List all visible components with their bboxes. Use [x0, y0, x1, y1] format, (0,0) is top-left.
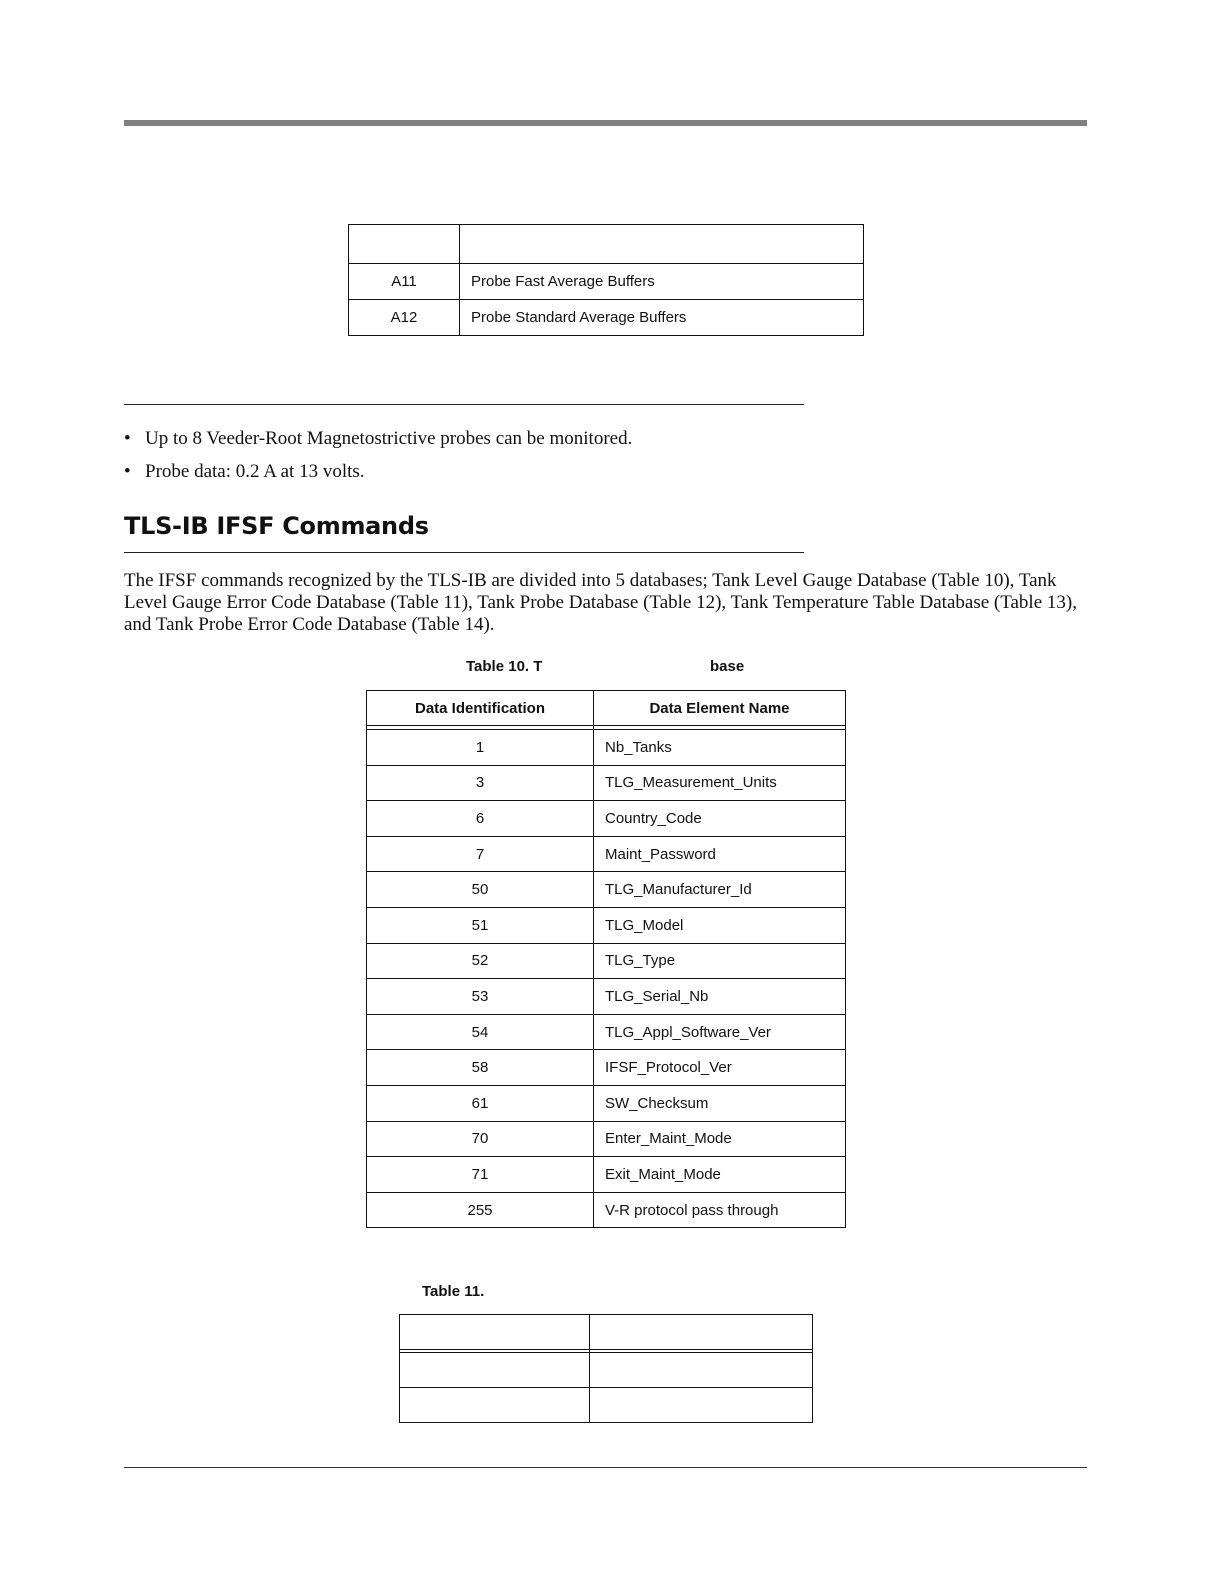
data-id-cell: 6 [367, 801, 594, 837]
data-id-cell: 61 [367, 1085, 594, 1121]
table-row [367, 1157, 846, 1193]
data-element-name-cell: TLG_Serial_Nb [594, 979, 846, 1015]
data-id-cell: 58 [367, 1050, 594, 1086]
table-row [367, 1014, 846, 1050]
data-element-name-cell: TLG_Type [594, 943, 846, 979]
table-row [367, 1050, 846, 1086]
table-header-row [349, 225, 864, 264]
data-id-cell: 7 [367, 836, 594, 872]
description-cell: Probe Fast Average Buffers [460, 264, 864, 300]
data-id-cell: 52 [367, 943, 594, 979]
header-cell [590, 1315, 813, 1350]
data-element-name-cell: Exit_Maint_Mode [594, 1157, 846, 1193]
data-element-name-cell: TLG_Appl_Software_Ver [594, 1014, 846, 1050]
table-cell [590, 1353, 813, 1388]
column-header: Data Identification [367, 691, 594, 726]
table-row [367, 730, 846, 766]
data-element-name-cell: Nb_Tanks [594, 730, 846, 766]
table-row [349, 264, 864, 300]
code-cell: A11 [349, 264, 460, 300]
list-item [124, 455, 632, 488]
data-element-name-cell: SW_Checksum [594, 1085, 846, 1121]
probe-buffers-table [348, 224, 864, 336]
error-code-table [399, 1314, 813, 1423]
table-row [367, 907, 846, 943]
table-row [367, 1121, 846, 1157]
data-element-name-cell: TLG_Model [594, 907, 846, 943]
table-row [367, 801, 846, 837]
table-header-row [400, 1315, 813, 1350]
header-rule [124, 120, 1087, 126]
section-rule [124, 404, 804, 405]
data-id-cell: 1 [367, 730, 594, 766]
bullet-text: Probe data: 0.2 A at 13 volts. [145, 461, 365, 482]
column-header: Data Element Name [594, 691, 846, 726]
bullet-text: Up to 8 Veeder-Root Magnetostrictive probes can be monitored. [145, 428, 633, 449]
header-cell [349, 225, 460, 264]
data-element-name-cell: V-R protocol pass through [594, 1192, 846, 1228]
table-caption: Table 10. T [466, 658, 543, 675]
data-element-name-cell: IFSF_Protocol_Ver [594, 1050, 846, 1086]
table-row [367, 943, 846, 979]
bullet-icon: • [124, 461, 131, 482]
table-cell [400, 1388, 590, 1423]
data-id-cell: 255 [367, 1192, 594, 1228]
table-row [367, 979, 846, 1015]
table-row [349, 300, 864, 336]
data-id-cell: 51 [367, 907, 594, 943]
body-paragraph: The IFSF commands recognized by the TLS-IB are divided into 5 databases; Tank Level Gauge Database (Table 10), Tank Level Gauge Error Code Database (Table 11), Tank Probe Database (Table 12), Tank Temperature Table Database (Table 13), and Tank Probe Error Code Database (Table 14). [124, 570, 1077, 635]
heading-rule [124, 552, 804, 553]
data-id-cell: 3 [367, 765, 594, 801]
description-cell: Probe Standard Average Buffers [460, 300, 864, 336]
data-element-name-cell: Country_Code [594, 801, 846, 837]
table-header-row [367, 691, 846, 726]
data-id-cell: 53 [367, 979, 594, 1015]
data-element-name-cell: TLG_Manufacturer_Id [594, 872, 846, 908]
data-element-name-cell: Maint_Password [594, 836, 846, 872]
table-row [367, 836, 846, 872]
table-row [367, 765, 846, 801]
data-element-name-cell: Enter_Maint_Mode [594, 1121, 846, 1157]
bullet-icon: • [124, 428, 131, 449]
data-id-cell: 71 [367, 1157, 594, 1193]
tank-level-gauge-table [366, 690, 846, 1228]
code-cell: A12 [349, 300, 460, 336]
data-id-cell: 70 [367, 1121, 594, 1157]
header-cell [400, 1315, 590, 1350]
table-cell [400, 1353, 590, 1388]
table-caption-suffix: base [710, 658, 745, 675]
bullet-list [124, 422, 632, 488]
table-row [367, 1085, 846, 1121]
header-cell [460, 225, 864, 264]
table-row [367, 872, 846, 908]
data-id-cell: 54 [367, 1014, 594, 1050]
data-element-name-cell: TLG_Measurement_Units [594, 765, 846, 801]
data-id-cell: 50 [367, 872, 594, 908]
section-heading: TLS-IB IFSF Commands [124, 512, 429, 540]
list-item [124, 422, 632, 455]
footer-rule [124, 1467, 1087, 1468]
table-row [400, 1388, 813, 1423]
table-body [367, 730, 846, 1228]
table-row [400, 1353, 813, 1388]
table-cell [590, 1388, 813, 1423]
table-caption: Table 11. [422, 1283, 485, 1300]
table-row [367, 1192, 846, 1228]
